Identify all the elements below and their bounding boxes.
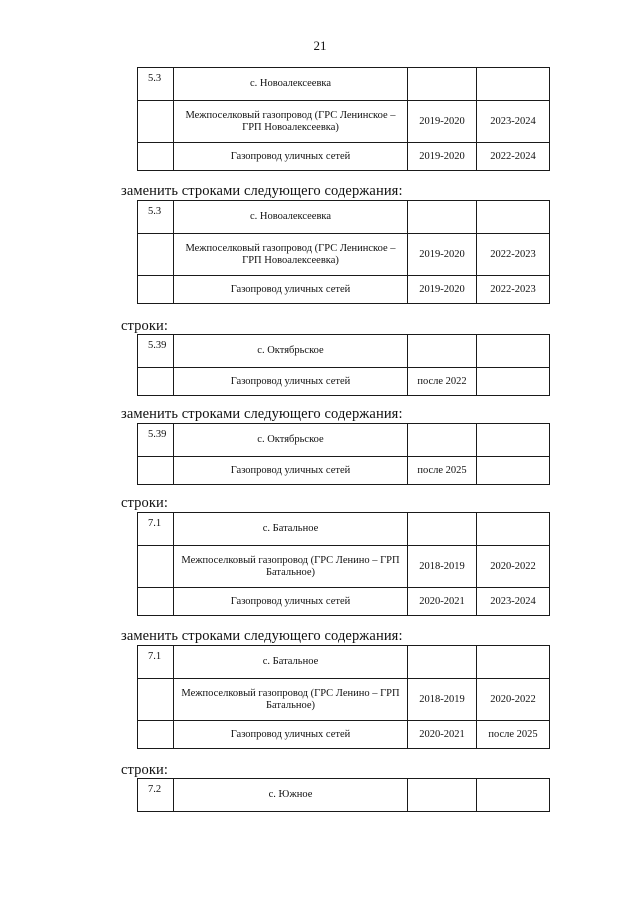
start-period	[408, 201, 477, 234]
table-row	[138, 424, 550, 457]
end-period: 2023-2024	[477, 101, 550, 143]
row-number	[138, 234, 174, 276]
end-period: 2020-2022	[477, 546, 550, 588]
table-row	[138, 513, 550, 546]
row-number: 7.2	[138, 779, 174, 812]
row-number: 5.39	[138, 335, 174, 368]
start-period: 2019-2020	[408, 101, 477, 143]
replace-caption: заменить строками следующего содержания:	[121, 406, 403, 422]
table-row	[138, 457, 550, 485]
start-period: 2020-2021	[408, 588, 477, 616]
start-period	[408, 646, 477, 679]
row-number	[138, 143, 174, 171]
rows-caption: строки:	[121, 495, 168, 511]
table-row	[138, 276, 550, 304]
start-period	[408, 513, 477, 546]
start-period	[408, 335, 477, 368]
start-period: 2019-2020	[408, 276, 477, 304]
end-period	[477, 779, 550, 812]
table-row	[138, 234, 550, 276]
table-row	[138, 335, 550, 368]
row-number	[138, 276, 174, 304]
settlement-name: с. Южное	[174, 779, 408, 812]
object-name: Межпоселковый газопровод (ГРС Ленинское – ГРП Новоалексеевка)	[174, 101, 408, 143]
row-number	[138, 588, 174, 616]
row-number: 7.1	[138, 646, 174, 679]
row-number: 5.3	[138, 201, 174, 234]
page-number: 21	[313, 38, 327, 53]
settlement-name: с. Октябрьское	[174, 424, 408, 457]
row-number	[138, 457, 174, 485]
object-name: Межпоселковый газопровод (ГРС Ленино – ГРП Батальное)	[174, 546, 408, 588]
end-period: 2022-2023	[477, 234, 550, 276]
end-period	[477, 201, 550, 234]
start-period: 2020-2021	[408, 721, 477, 749]
start-period: 2018-2019	[408, 546, 477, 588]
table-yuzhnoe-original	[137, 778, 550, 812]
end-period	[477, 368, 550, 396]
settlement-name: с. Новоалексеевка	[174, 201, 408, 234]
end-period: 2023-2024	[477, 588, 550, 616]
replace-caption: заменить строками следующего содержания:	[121, 628, 403, 644]
end-period: 2022-2024	[477, 143, 550, 171]
start-period: после 2025	[408, 457, 477, 485]
table-row	[138, 779, 550, 812]
settlement-name: с. Октябрьское	[174, 335, 408, 368]
table-oktyabrskoe-original	[137, 334, 550, 396]
end-period	[477, 424, 550, 457]
table-row	[138, 646, 550, 679]
object-name: Газопровод уличных сетей	[174, 368, 408, 396]
row-number	[138, 679, 174, 721]
row-number	[138, 721, 174, 749]
table-novoalekseevka-original	[137, 67, 550, 171]
end-period	[477, 335, 550, 368]
object-name: Межпоселковый газопровод (ГРС Ленино – ГРП Батальное)	[174, 679, 408, 721]
row-number: 5.39	[138, 424, 174, 457]
table-row	[138, 201, 550, 234]
object-name: Газопровод уличных сетей	[174, 143, 408, 171]
table-row	[138, 101, 550, 143]
object-name: Газопровод уличных сетей	[174, 721, 408, 749]
object-name: Газопровод уличных сетей	[174, 276, 408, 304]
settlement-name: с. Батальное	[174, 513, 408, 546]
end-period	[477, 513, 550, 546]
rows-caption: строки:	[121, 318, 168, 334]
start-period	[408, 424, 477, 457]
row-number	[138, 368, 174, 396]
table-row	[138, 143, 550, 171]
object-name: Газопровод уличных сетей	[174, 588, 408, 616]
table-batalnoe-replacement	[137, 645, 550, 749]
start-period: 2019-2020	[408, 234, 477, 276]
rows-caption: строки:	[121, 762, 168, 778]
replace-caption: заменить строками следующего содержания:	[121, 183, 403, 199]
start-period: после 2022	[408, 368, 477, 396]
table-row	[138, 546, 550, 588]
table-novoalekseevka-replacement	[137, 200, 550, 304]
object-name: Межпоселковый газопровод (ГРС Ленинское – ГРП Новоалексеевка)	[174, 234, 408, 276]
row-number: 5.3	[138, 68, 174, 101]
settlement-name: с. Батальное	[174, 646, 408, 679]
table-row	[138, 721, 550, 749]
table-row	[138, 368, 550, 396]
row-number: 7.1	[138, 513, 174, 546]
row-number	[138, 546, 174, 588]
end-period: после 2025	[477, 721, 550, 749]
start-period: 2019-2020	[408, 143, 477, 171]
settlement-name: с. Новоалексеевка	[174, 68, 408, 101]
table-row	[138, 679, 550, 721]
table-row	[138, 68, 550, 101]
table-batalnoe-original	[137, 512, 550, 616]
start-period	[408, 779, 477, 812]
end-period: 2022-2023	[477, 276, 550, 304]
start-period	[408, 68, 477, 101]
table-oktyabrskoe-replacement	[137, 423, 550, 485]
end-period	[477, 646, 550, 679]
start-period: 2018-2019	[408, 679, 477, 721]
end-period	[477, 68, 550, 101]
table-row	[138, 588, 550, 616]
end-period: 2020-2022	[477, 679, 550, 721]
end-period	[477, 457, 550, 485]
row-number	[138, 101, 174, 143]
object-name: Газопровод уличных сетей	[174, 457, 408, 485]
